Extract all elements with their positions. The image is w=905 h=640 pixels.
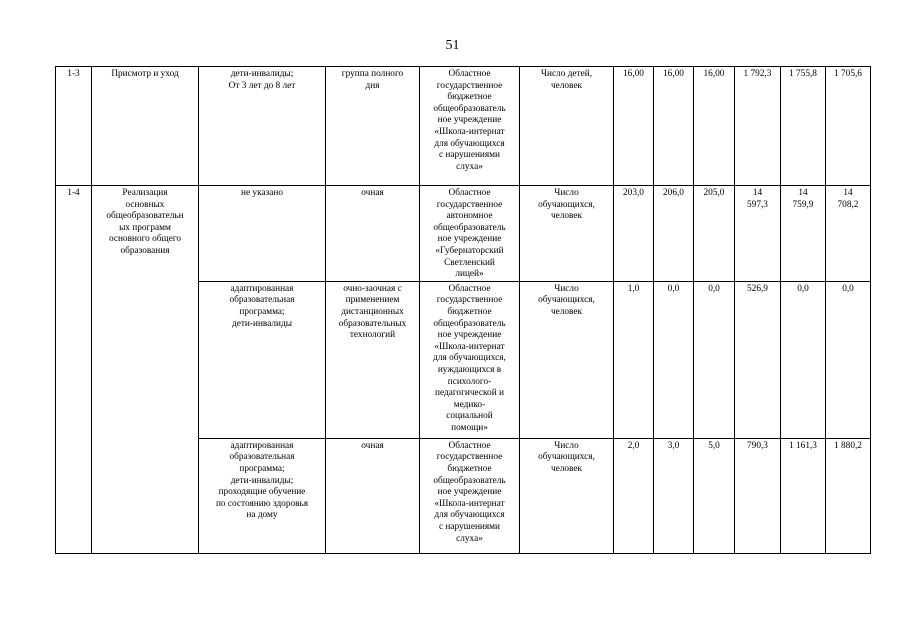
page-number: 51 [445, 38, 460, 53]
value-cell: 206,0 [654, 186, 694, 282]
value-cell: 16,00 [694, 67, 735, 186]
table-row [56, 67, 871, 186]
value-cell: 790,3 [735, 438, 781, 553]
form-cell: очная [326, 438, 420, 553]
value-cell: 1 705,6 [826, 67, 871, 186]
service-name: Присмотр и уход [92, 67, 199, 186]
category-cell: адаптированная образовательная программа; дети-инвалиды; проходящие обучение по состоянию здоровья на дому [199, 438, 326, 553]
form-cell: группа полного дня [326, 67, 420, 186]
value-cell: 14 759,9 [781, 186, 826, 282]
value-cell: 0,0 [826, 281, 871, 438]
indicator-cell: Число обучающихся, человек [520, 281, 614, 438]
value-cell: 526,9 [735, 281, 781, 438]
value-cell: 1 755,8 [781, 67, 826, 186]
services-table [55, 66, 871, 554]
institution-cell: Областное государственное автономное общеобразователь ное учреждение «Губернаторский Светленский лицей» [420, 186, 520, 282]
institution-cell: Областное государственное бюджетное общеобразователь ное учреждение «Школа-интернат для обучающихся, нуждающихся в психолого- педагогической и медико- социальной помощи» [420, 281, 520, 438]
value-cell: 16,00 [614, 67, 654, 186]
value-cell: 2,0 [614, 438, 654, 553]
indicator-cell: Число обучающихся, человек [520, 186, 614, 282]
category-cell: дети-инвалиды; От 3 лет до 8 лет [199, 67, 326, 186]
value-cell: 5,0 [694, 438, 735, 553]
institution-cell: Областное государственное бюджетное общеобразователь ное учреждение «Школа-интернат для обучающихся с нарушениями слуха» [420, 438, 520, 553]
category-cell: не указано [199, 186, 326, 282]
form-cell: очно-заочная с применением дистанционных образовательных технологий [326, 281, 420, 438]
value-cell: 16,00 [654, 67, 694, 186]
indicator-cell: Число детей, человек [520, 67, 614, 186]
value-cell: 0,0 [781, 281, 826, 438]
value-cell: 203,0 [614, 186, 654, 282]
value-cell: 0,0 [694, 281, 735, 438]
value-cell: 14 708,2 [826, 186, 871, 282]
value-cell: 1 161,3 [781, 438, 826, 553]
value-cell: 1 792,3 [735, 67, 781, 186]
value-cell: 1 880,2 [826, 438, 871, 553]
value-cell: 205,0 [694, 186, 735, 282]
service-name: Реализация основных общеобразовательн ых программ основного общего образования [92, 186, 199, 554]
table-row [56, 186, 871, 282]
row-code: 1-3 [56, 67, 92, 186]
institution-cell: Областное государственное бюджетное общеобразователь ное учреждение «Школа-интернат для обучающихся с нарушениями слуха» [420, 67, 520, 186]
category-cell: адаптированная образовательная программа; дети-инвалиды [199, 281, 326, 438]
value-cell: 14 597,3 [735, 186, 781, 282]
form-cell: очная [326, 186, 420, 282]
indicator-cell: Число обучающихся, человек [520, 438, 614, 553]
value-cell: 1,0 [614, 281, 654, 438]
row-code: 1-4 [56, 186, 92, 554]
value-cell: 0,0 [654, 281, 694, 438]
value-cell: 3,0 [654, 438, 694, 553]
